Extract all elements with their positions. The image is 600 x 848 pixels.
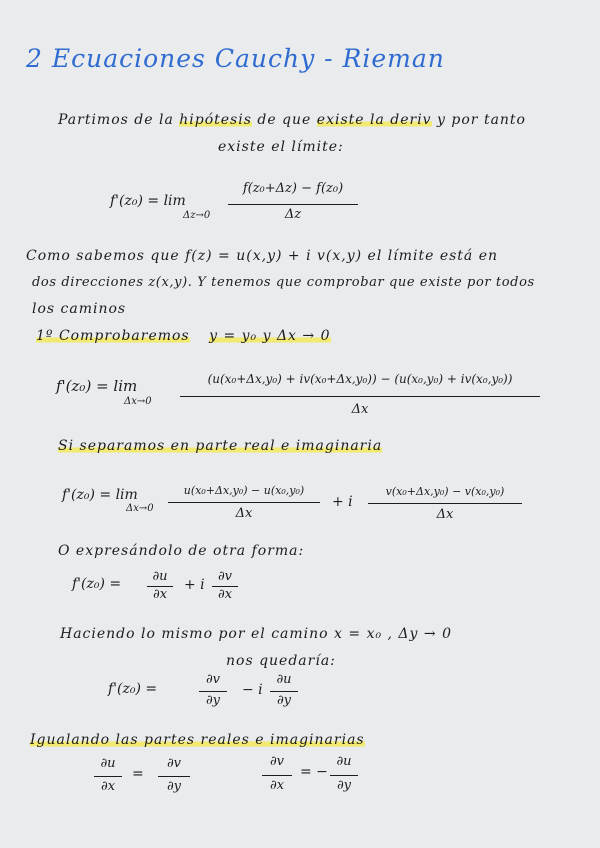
separate-text — [58, 438, 382, 454]
cr-c-bar — [262, 775, 292, 776]
eq2-denominator: Δx — [351, 402, 369, 417]
eq1-numerator: f(z₀+Δz) − f(z₀) — [242, 181, 344, 196]
intro-text-c: y por tanto — [437, 112, 526, 128]
eq5-numerator-1: ∂v — [205, 672, 221, 687]
intro-line-1 — [58, 112, 526, 128]
eq5-minus-i: − i — [242, 682, 263, 698]
eq4-denominator-1: ∂x — [152, 587, 168, 602]
step1-condition: y = y₀ y Δx → 0 — [209, 328, 331, 344]
eq5-fraction-bar-2 — [270, 691, 298, 692]
equating-highlight: Igualando las partes reales e imaginarias — [30, 732, 365, 748]
cr-d-bar — [330, 775, 358, 776]
highlight-hipotesis: hipótesis — [179, 112, 252, 128]
eq3-limit-under: Δx→0 — [126, 503, 154, 514]
cr-b-denominator: ∂y — [166, 779, 182, 794]
cr-eq-2: = − — [300, 764, 328, 780]
separate-highlight: Si separamos en parte real e imaginaria — [58, 438, 383, 454]
intro-line-2: existe el límite: — [218, 139, 344, 155]
cr-a-denominator: ∂x — [100, 779, 116, 794]
cr-b-bar — [158, 776, 190, 777]
eq4-lhs: f'(z₀) = — [72, 576, 122, 592]
eq2-lhs: f'(z₀) = lim — [56, 377, 138, 395]
eq5-lhs: f'(z₀) = — [108, 681, 158, 697]
intro-text-b: de que — [257, 112, 312, 128]
eq5-fraction-bar-1 — [199, 691, 227, 692]
eq3-numerator-1: u(x₀+Δx,y₀) − u(x₀,y₀) — [183, 484, 305, 497]
eq4-numerator-1: ∂u — [152, 569, 168, 584]
eq4-denominator-2: ∂x — [217, 587, 233, 602]
cr-d-denominator: ∂y — [336, 778, 352, 793]
page-title: 2 Ecuaciones Cauchy - Rieman — [26, 44, 445, 73]
eq3-lhs: f'(z₀) = lim — [62, 487, 138, 503]
eq5-denominator-1: ∂y — [205, 693, 221, 708]
cr-eq-1: = — [132, 766, 144, 782]
eq1-limit-under: Δz→0 — [183, 210, 211, 221]
eq3-denominator-1: Δx — [235, 506, 253, 521]
cr-a-bar — [94, 776, 122, 777]
eq3-numerator-2: v(x₀+Δx,y₀) − v(x₀,y₀) — [385, 485, 505, 498]
eq3-denominator-2: Δx — [436, 507, 454, 522]
cr-b-numerator: ∂v — [166, 756, 182, 771]
para2-line-2: dos direcciones z(x,y). Y tenemos que comprobar que existe por todos — [32, 275, 535, 290]
path2-line-1: Haciendo lo mismo por el camino x = x₀ , Δy → 0 — [60, 626, 452, 642]
intro-text-a: Partimos de la — [58, 112, 174, 128]
eq4-numerator-2: ∂v — [217, 569, 233, 584]
eq5-denominator-2: ∂y — [276, 693, 292, 708]
eq3-plus-i: + i — [332, 494, 353, 510]
eq3-fraction-bar-2 — [368, 503, 522, 504]
other-form-text: O expresándolo de otra forma: — [58, 543, 305, 559]
equating-text — [30, 732, 365, 748]
path2-line-2: nos quedaría: — [226, 653, 336, 669]
para2-line-3: los caminos — [32, 301, 127, 317]
eq2-limit-under: Δx→0 — [124, 396, 152, 407]
eq2-fraction-bar — [180, 396, 540, 397]
eq5-numerator-2: ∂u — [276, 672, 292, 687]
para2-line-1: Como sabemos que f(z) = u(x,y) + i v(x,y) el límite está en — [26, 248, 499, 264]
eq2-numerator: (u(x₀+Δx,y₀) + iv(x₀+Δx,y₀)) − (u(x₀,y₀) + iv(x₀,y₀)) — [207, 372, 513, 386]
eq3-fraction-bar-1 — [168, 502, 320, 503]
eq1-denominator: Δz — [284, 207, 302, 222]
eq4-plus-i: + i — [184, 577, 205, 593]
highlight-existe-deriv: existe la deriv — [316, 112, 432, 128]
eq1-fraction-bar — [228, 204, 358, 205]
cr-c-denominator: ∂x — [269, 778, 285, 793]
cr-c-numerator: ∂v — [269, 754, 285, 769]
step1-line — [36, 328, 331, 344]
step1-label: 1º Comprobaremos — [36, 328, 190, 344]
eq1-lhs: f'(z₀) = lim — [110, 193, 186, 209]
cr-d-numerator: ∂u — [336, 754, 352, 769]
cr-a-numerator: ∂u — [100, 756, 116, 771]
